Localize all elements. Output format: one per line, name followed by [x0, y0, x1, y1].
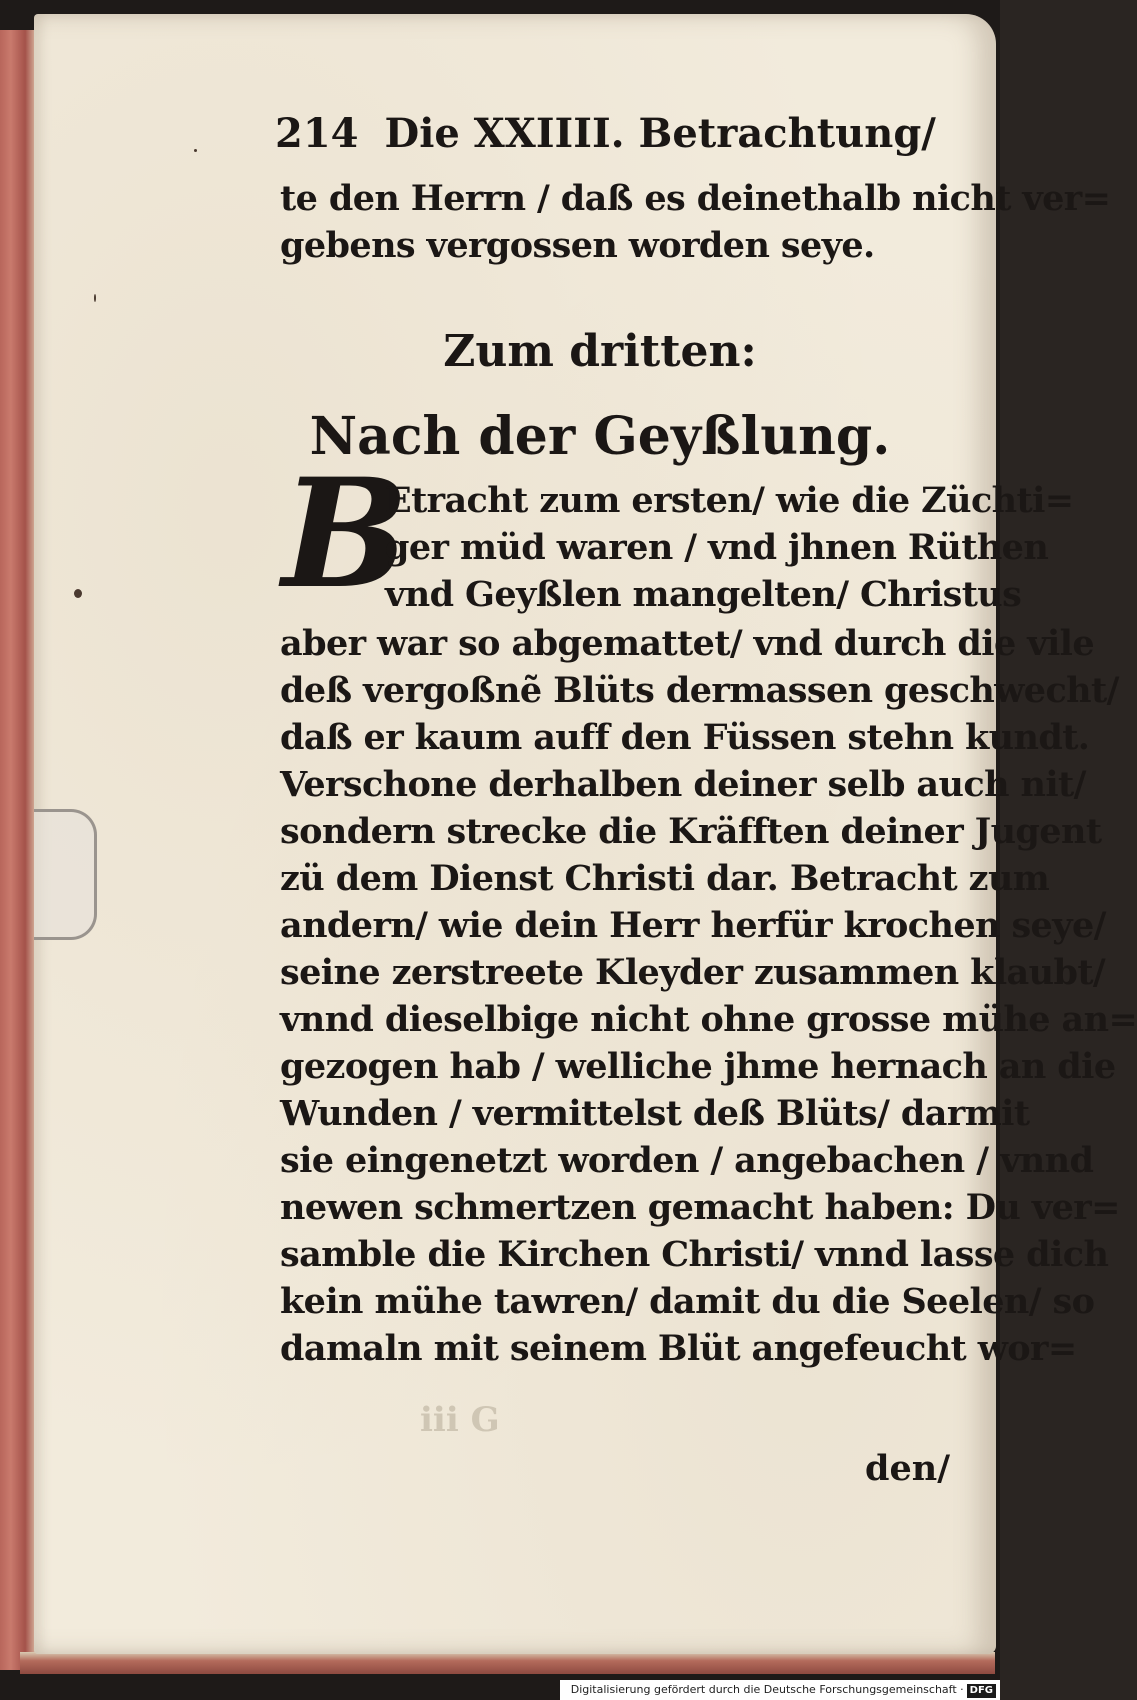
- credit-text: Digitalisierung gefördert durch die Deutsche Forschungsgemeinschaft ·: [570, 1683, 964, 1696]
- text-line: newen schmertzen gemacht haben: Du ver=: [280, 1187, 1120, 1228]
- text-line: kein mühe tawren/ damit du die Seelen/ so: [280, 1281, 1095, 1322]
- text-line: ger müd waren / vnd jhnen Rüthen: [385, 527, 1049, 568]
- text-line: Etracht zum ersten/ wie die Züchti=: [385, 480, 1074, 521]
- ink-speck: [74, 589, 82, 598]
- catchword: den/: [865, 1448, 950, 1489]
- text-line: daß er kaum auff den Füssen stehn kundt.: [280, 717, 1090, 758]
- text-line: vnnd dieselbige nicht ohne grosse mühe an=: [280, 999, 1137, 1040]
- text-line: damaln mit seinem Blüt angefeucht wor=: [280, 1328, 1077, 1369]
- text-line: andern/ wie dein Herr herfür krochen seye/: [280, 905, 1106, 946]
- ink-speck: [194, 149, 197, 152]
- page-number: 214: [275, 110, 359, 157]
- text-line: Verschone derhalben deiner selb auch nit/: [280, 764, 1086, 805]
- text-line: deß vergoßnẽ Blüts dermassen geschwecht/: [280, 670, 1119, 711]
- text-line: sie eingenetzt worden / angebachen / vnnd: [280, 1140, 1094, 1181]
- text-line: Wunden / vermittelst deß Blüts/ darmit: [280, 1093, 1030, 1134]
- bleed-through-text: iii G: [420, 1400, 500, 1440]
- text-line: gezogen hab / welliche jhme hernach an die: [280, 1046, 1116, 1087]
- text-line: aber war so abgemattet/ vnd durch die vile: [280, 623, 1095, 664]
- text-line: samble die Kirchen Christi/ vnnd lasse dich: [280, 1234, 1109, 1275]
- text-line: te den Herrn / daß es deinethalb nicht ver=: [280, 178, 1111, 219]
- digitization-credit: [560, 1680, 1000, 1700]
- decorated-initial: B: [282, 446, 409, 622]
- page-edge-bottom: [20, 1652, 995, 1674]
- text-line: seine zerstreete Kleyder zusammen klaubt/: [280, 952, 1106, 993]
- ink-speck: [94, 294, 96, 302]
- running-header: [275, 110, 936, 157]
- page-clip: [34, 809, 97, 940]
- page-edge-left: [0, 30, 36, 1670]
- text-line: vnd Geyßlen mangelten/ Christus: [385, 574, 1022, 615]
- text-line: gebens vergossen worden seye.: [280, 225, 875, 266]
- text-line: zü dem Dienst Christi dar. Betracht zum: [280, 858, 1050, 899]
- running-title: Die XXIIII. Betrachtung/: [384, 110, 936, 157]
- section-heading: Nach der Geyßlung.: [309, 406, 891, 467]
- dfg-logo: DFG: [967, 1684, 996, 1698]
- text-line: sondern strecke die Kräfften deiner Jugent: [280, 811, 1102, 852]
- section-subheading: Zum dritten:: [443, 326, 757, 377]
